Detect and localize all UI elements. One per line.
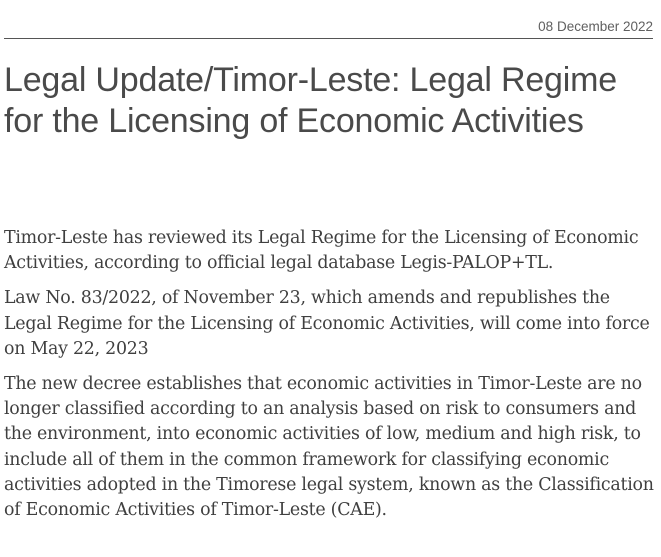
article-date: 08 December 2022 bbox=[4, 17, 653, 39]
paragraph-1: Timor-Leste has reviewed its Legal Regime for the Licensing of Economic Activities, according to official legal database Legis-PALOP+TL. bbox=[4, 228, 639, 274]
article-title: Legal Update/Timor-Leste: Legal Regime for the Licensing of Economic Activities bbox=[4, 61, 617, 140]
paragraph-3: The new decree establishes that economic activities in Timor-Leste are no longer classified according to an analysis based on risk to consumers and the environment, into economic activities of low, medium and high risk, to include all of them in the common framework for classifying economic activities adopted in the Timorese legal system, known as the Classification of Economic Activities of Timor-Leste (CAE). bbox=[4, 374, 654, 521]
paragraph-2: Law No. 83/2022, of November 23, which amends and republishes the Legal Regime for the Licensing of Economic Activities, will come into force on May 22, 2023 bbox=[4, 288, 650, 359]
article-body bbox=[4, 226, 654, 533]
